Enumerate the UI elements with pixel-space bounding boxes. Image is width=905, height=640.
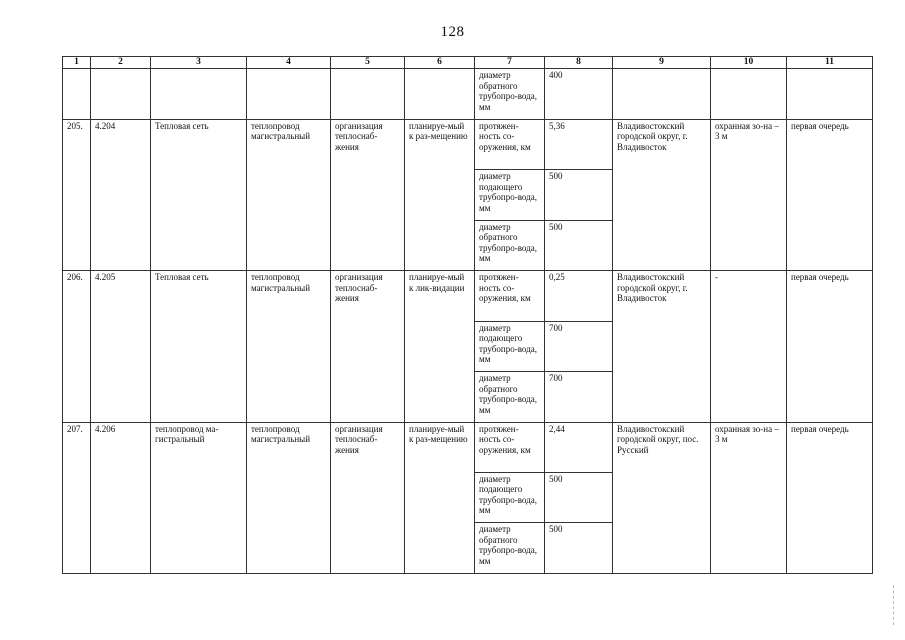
param-label: протяжен-ность со-оружения, км bbox=[475, 271, 545, 321]
param-value: 500 bbox=[545, 220, 613, 270]
row-code: 4.205 bbox=[91, 271, 151, 422]
param-value: 2,44 bbox=[545, 422, 613, 472]
column-header: 9 bbox=[613, 57, 711, 69]
row-number: 205. bbox=[63, 119, 91, 270]
param-label: протяжен-ность со-оружения, км bbox=[475, 119, 545, 169]
param-label: диаметр подающего трубопро-вода, мм bbox=[475, 170, 545, 220]
param-label: диаметр обратного трубопро-вода, мм bbox=[475, 220, 545, 270]
row-number: 206. bbox=[63, 271, 91, 422]
column-header: 3 bbox=[151, 57, 247, 69]
object-location: Владивостокский городской округ, г. Владивосток bbox=[613, 119, 711, 270]
implementation-stage: первая очередь bbox=[787, 422, 873, 574]
column-header: 7 bbox=[475, 57, 545, 69]
table-row bbox=[63, 422, 873, 472]
object-type: теплопровод магистральный bbox=[247, 271, 331, 422]
object-location: Владивостокский городской округ, пос. Русский bbox=[613, 422, 711, 574]
table-row-continuation bbox=[63, 69, 873, 119]
param-label: диаметр подающего трубопро-вода, мм bbox=[475, 472, 545, 522]
param-label: диаметр обратного трубопро-вода, мм bbox=[475, 372, 545, 422]
table-row bbox=[63, 271, 873, 321]
param-value: 500 bbox=[545, 523, 613, 574]
row-number: 207. bbox=[63, 422, 91, 574]
param-label: диаметр подающего трубопро-вода, мм bbox=[475, 321, 545, 371]
object-type: теплопровод магистральный bbox=[247, 119, 331, 270]
object-type: теплопровод магистральный bbox=[247, 422, 331, 574]
object-org: организация теплоснаб-жения bbox=[331, 119, 405, 270]
object-name: теплопровод ма-гистральный bbox=[151, 422, 247, 574]
param-value: 500 bbox=[545, 472, 613, 522]
column-header: 6 bbox=[405, 57, 475, 69]
param-label: протяжен-ность со-оружения, км bbox=[475, 422, 545, 472]
param-value: 5,36 bbox=[545, 119, 613, 169]
planning-table bbox=[62, 56, 873, 574]
param-value: 400 bbox=[545, 69, 613, 119]
scan-margin-mark bbox=[893, 585, 895, 625]
object-org: организация теплоснаб-жения bbox=[331, 422, 405, 574]
param-value: 700 bbox=[545, 321, 613, 371]
object-name: Тепловая сеть bbox=[151, 119, 247, 270]
object-name: Тепловая сеть bbox=[151, 271, 247, 422]
table-row bbox=[63, 119, 873, 169]
table-header-row bbox=[63, 57, 873, 69]
column-header: 5 bbox=[331, 57, 405, 69]
param-label: диаметр обратного трубопро-вода, мм bbox=[475, 523, 545, 574]
implementation-stage: первая очередь bbox=[787, 271, 873, 422]
object-status: планируе-мый к раз-мещению bbox=[405, 422, 475, 574]
row-code: 4.206 bbox=[91, 422, 151, 574]
object-status: планируе-мый к раз-мещению bbox=[405, 119, 475, 270]
column-header: 2 bbox=[91, 57, 151, 69]
row-code: 4.204 bbox=[91, 119, 151, 270]
param-value: 500 bbox=[545, 170, 613, 220]
param-value: 0,25 bbox=[545, 271, 613, 321]
object-status: планируе-мый к лик-видации bbox=[405, 271, 475, 422]
object-org: организация теплоснаб-жения bbox=[331, 271, 405, 422]
protection-zone: охранная зо-на – 3 м bbox=[711, 119, 787, 270]
column-header: 1 bbox=[63, 57, 91, 69]
page-number: 128 bbox=[440, 24, 465, 40]
protection-zone: охранная зо-на – 3 м bbox=[711, 422, 787, 574]
column-header: 8 bbox=[545, 57, 613, 69]
implementation-stage: первая очередь bbox=[787, 119, 873, 270]
param-value: 700 bbox=[545, 372, 613, 422]
object-location: Владивостокский городской округ, г. Владивосток bbox=[613, 271, 711, 422]
column-header: 11 bbox=[787, 57, 873, 69]
protection-zone: - bbox=[711, 271, 787, 422]
column-header: 10 bbox=[711, 57, 787, 69]
param-label: диаметр обратного трубопро-вода, мм bbox=[475, 69, 545, 119]
column-header: 4 bbox=[247, 57, 331, 69]
